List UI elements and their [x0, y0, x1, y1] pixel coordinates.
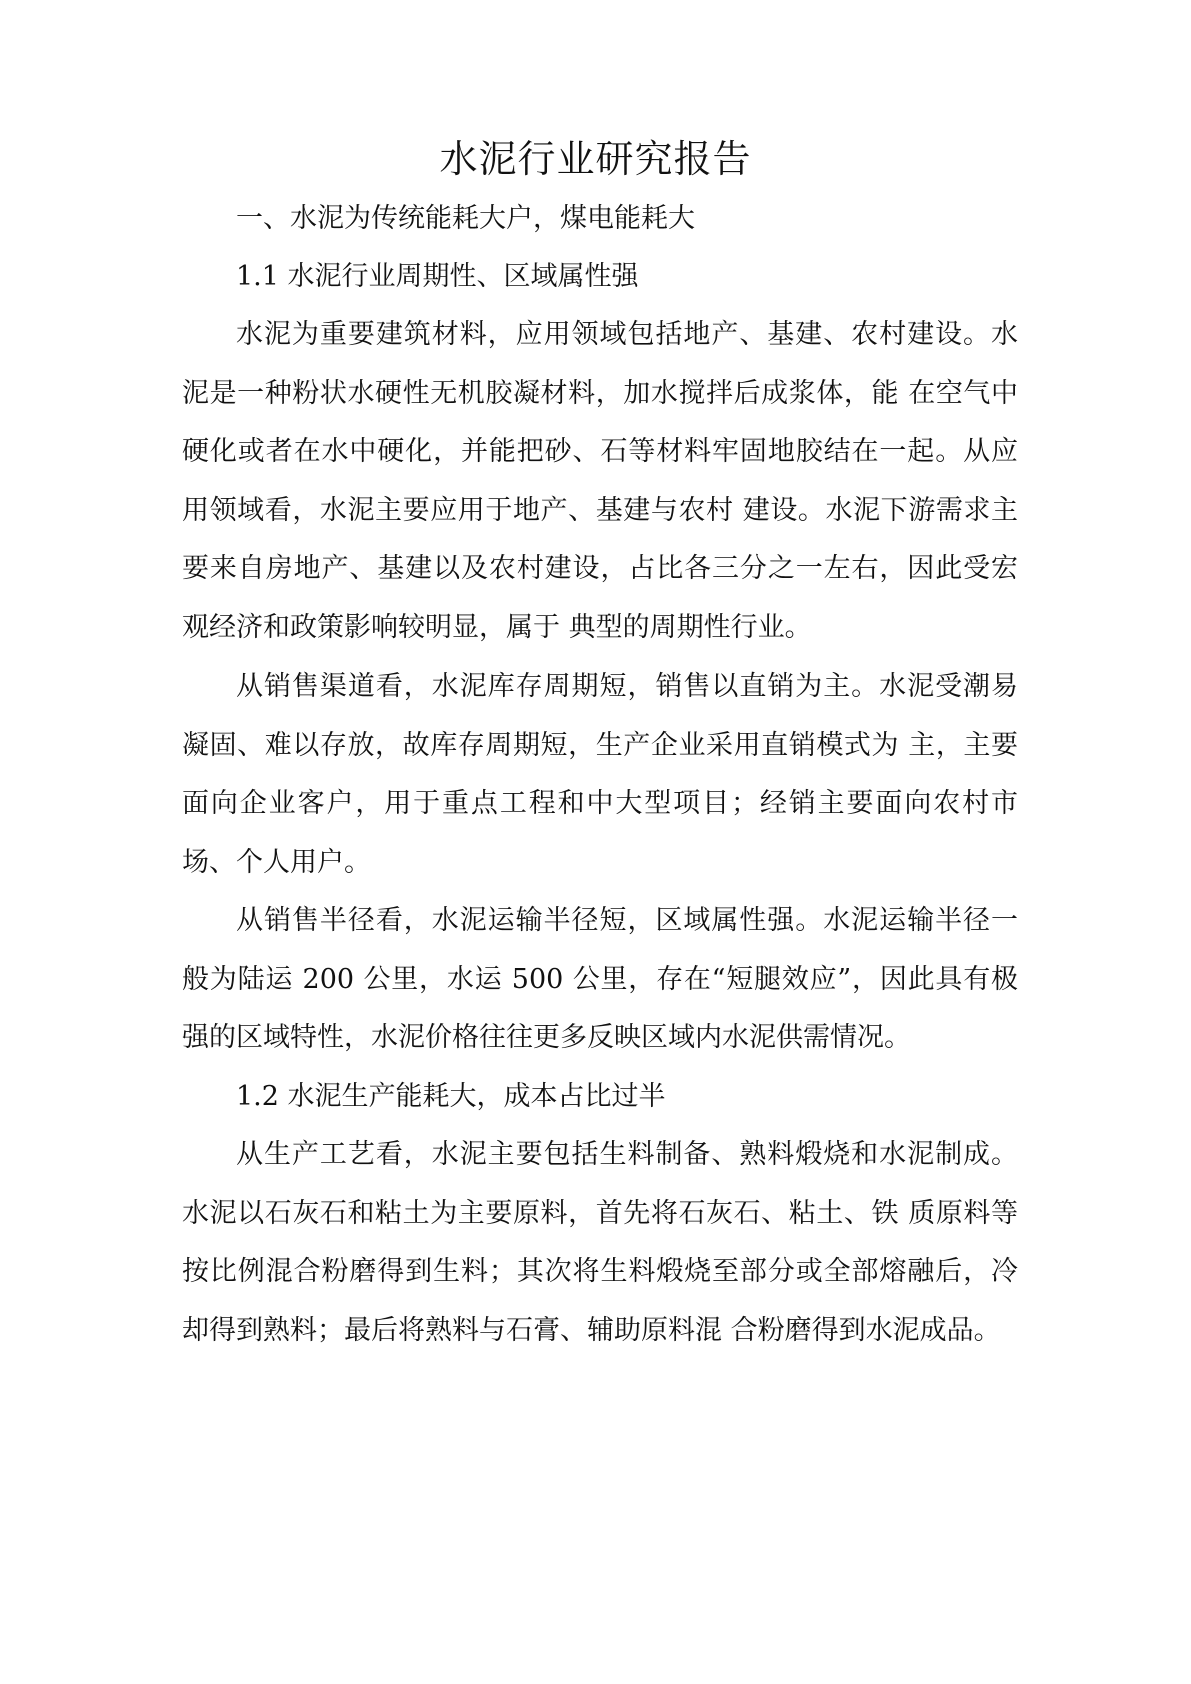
- section-heading-1: 一、水泥为传统能耗大户，煤电能耗大: [236, 203, 695, 234]
- subsection-heading-1-2: 1.2 水泥生产能耗大，成本占比过半: [236, 1081, 666, 1112]
- document-title: 水泥行业研究报告: [439, 137, 752, 181]
- subsection-heading-1-1: 1.1 水泥行业周期性、区域属性强: [236, 261, 639, 292]
- paragraph-1-2-a: 从生产工艺看，水泥主要包括生料制备、熟料煅烧和水泥制成。水泥以石灰石和粘土为主要原料，首先将石灰石、粘土、铁 质原料等按比例混合粉磨得到生料；其次将生料煅烧至部分或全部熔融后，冷却得到熟料；最后将熟料与石膏、辅助原料混 合粉磨得到水泥成品。: [182, 1139, 1018, 1346]
- paragraph-1-1-c: 从销售半径看，水泥运输半径短，区域属性强。水泥运输半径一般为陆运 200 公里，水运 500 公里，存在“短腿效应”，因此具有极强的区域特性，水泥价格往往更多反映区域内水泥供需情况。: [182, 905, 1018, 1053]
- paragraph-1-1-a: 水泥为重要建筑材料，应用领域包括地产、基建、农村建设。水泥是一种粉状水硬性无机胶凝材料，加水搅拌后成浆体，能 在空气中硬化或者在水中硬化，并能把砂、石等材料牢固地胶结在一起。从应用领域看，水泥主要应用于地产、基建与农村 建设。水泥下游需求主要来自房地产、基建以及农村建设，占比各三分之一左右，因此受宏观经济和政策影响较明显，属于 典型的周期性行业。: [182, 319, 1018, 643]
- paragraph-1-1-b: 从销售渠道看，水泥库存周期短，销售以直销为主。水泥受潮易凝固、难以存放，故库存周期短，生产企业采用直销模式为 主，主要面向企业客户，用于重点工程和中大型项目；经销主要面向农村市场、个人用户。: [182, 671, 1018, 878]
